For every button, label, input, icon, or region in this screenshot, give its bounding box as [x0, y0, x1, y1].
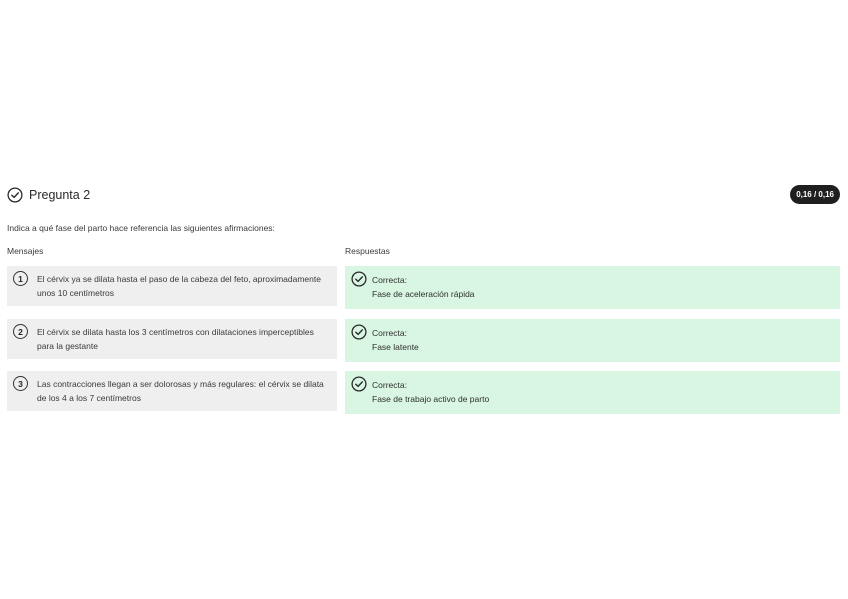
match-row	[7, 319, 840, 363]
answer-status: Correcta:	[372, 275, 407, 285]
answer-status: Correcta:	[372, 380, 407, 390]
match-row	[7, 371, 840, 415]
check-circle-icon	[7, 187, 23, 203]
answer-status: Correcta:	[372, 328, 407, 338]
messages-column-header: Mensajes	[7, 246, 44, 256]
column-headers	[7, 246, 840, 258]
answers-column-header: Respuestas	[345, 246, 390, 256]
answer-text: Fase de aceleración rápida	[372, 289, 475, 299]
check-circle-icon	[351, 271, 367, 287]
match-row	[7, 266, 840, 310]
answer-text: Fase de trabajo activo de parto	[372, 394, 490, 404]
item-number: 2	[13, 324, 28, 339]
item-number: 1	[13, 271, 28, 286]
message-box	[7, 266, 337, 306]
answer-box	[345, 371, 840, 414]
question-title: Pregunta 2	[29, 188, 91, 202]
message-text: El cérvix se dilata hasta los 3 centímetros con dilataciones imperceptibles para la gestante	[37, 327, 314, 351]
check-circle-icon	[351, 376, 367, 392]
question-header	[7, 184, 840, 206]
message-box	[7, 371, 337, 411]
question-card	[7, 184, 840, 404]
check-circle-icon	[351, 324, 367, 340]
answer-box	[345, 319, 840, 362]
message-text: El cérvix ya se dilata hasta el paso de la cabeza del feto, aproximadamente unos 10 centímetros	[37, 274, 321, 298]
score-badge: 0,16 / 0,16	[790, 185, 840, 204]
message-text: Las contracciones llegan a ser dolorosas y más regulares: el cérvix se dilata de los 4 a los 7 centímetros	[37, 379, 324, 403]
answer-box	[345, 266, 840, 309]
item-number: 3	[13, 376, 28, 391]
answer-text: Fase latente	[372, 342, 419, 352]
question-instructions: Indica a qué fase del parto hace referencia las siguientes afirmaciones:	[7, 223, 275, 233]
message-box	[7, 319, 337, 359]
